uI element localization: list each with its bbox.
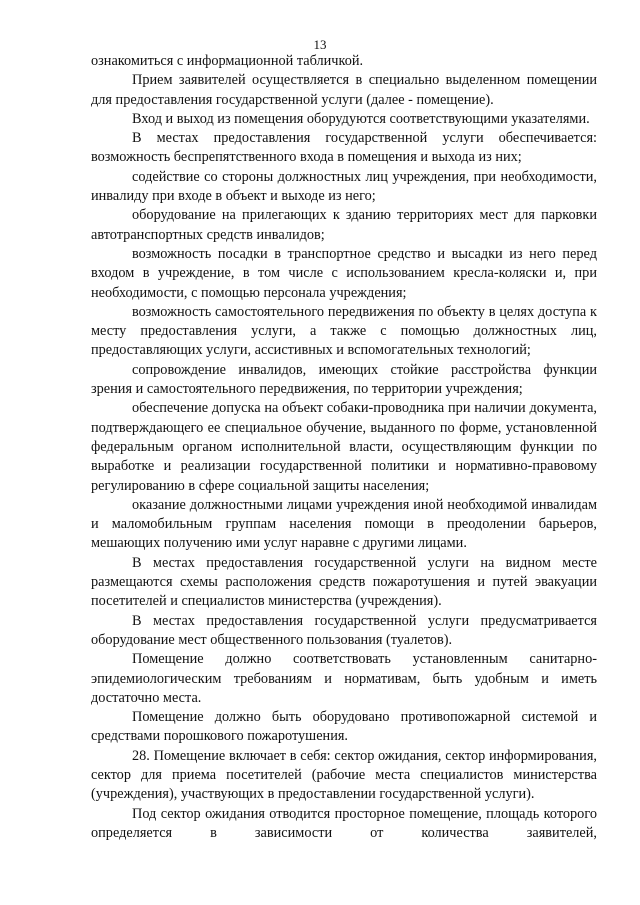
page-number: 13 [313, 37, 327, 52]
paragraph: оборудование на прилегающих к зданию территориях мест для парковки автотранспортных средств инвалидов; [91, 207, 597, 243]
paragraph: сопровождение инвалидов, имеющих стойкие расстройства функции зрения и самостоятельного передвижения, по территории учреждения; [91, 361, 597, 398]
paragraph: В местах предоставления государственной услуги обеспечивается: возможность беспрепятственного входа в помещения и выхода из них; [91, 130, 597, 166]
document-body [91, 52, 597, 843]
paragraph: В местах предоставления государственной услуги предусматривается оборудование мест общественного пользования (туалетов). [91, 612, 597, 648]
paragraph: 28. Помещение включает в себя: сектор ожидания, сектор информирования, сектор для приема посетителей (рабочие места специалистов министерства (учреждения), участвующих в предоставлении государственной услуги). [91, 747, 597, 803]
paragraph: Прием заявителей осуществляется в специально выделенном помещении для предоставления государственной услуги (далее - помещение). [91, 72, 597, 108]
paragraph: ознакомиться с информационной табличкой. [91, 53, 364, 69]
paragraph: Помещение должно быть оборудовано противопожарной системой и средствами порошкового пожаротушения. [91, 709, 597, 745]
paragraph: Вход и выход из помещения оборудуются соответствующими указателями. [132, 110, 590, 127]
paragraph: возможность самостоятельного передвижения по объекту в целях доступа к месту предоставления услуги, а также с помощью должностных лиц, предоставляющих услуги, ассистивных и вспомогательных технологий; [91, 303, 597, 359]
paragraph: Помещение должно соответствовать установленным санитарно-эпидемиологическим требованиям и нормативам, быть удобным и иметь достаточно места. [91, 651, 597, 706]
paragraph: В местах предоставления государственной услуги на видном месте размещаются схемы расположения средств пожаротушения и путей эвакуации посетителей и специалистов министерства (учреждения). [91, 554, 597, 610]
paragraph: оказание должностными лицами учреждения иной необходимой инвалидам и маломобильным группам населения помощи в преодолении барьеров, мешающих получению ими услуг наравне с другими лицами. [91, 496, 597, 552]
paragraph: обеспечение допуска на объект собаки-проводника при наличии документа, подтверждающего ее специальное обучение, выданного по форме, установленной федеральным органом исполнительной власти, осуществляющим функции по выработке и реализации государственной политики и нормативно-правовому регулированию в сфере социальной защиты населения; [91, 400, 597, 494]
paragraph: содействие со стороны должностных лиц учреждения, при необходимости, инвалиду при входе в объект и выходе из него; [91, 168, 597, 205]
paragraph: Под сектор ожидания отводится просторное помещение, площадь которого определяется в зависимости от количества заявителей, [91, 805, 597, 841]
paragraph: возможность посадки в транспортное средство и высадки из него перед входом в учреждение, в том числе с использованием кресла-коляски и, при необходимости, с помощью персонала учреждения; [91, 245, 597, 301]
